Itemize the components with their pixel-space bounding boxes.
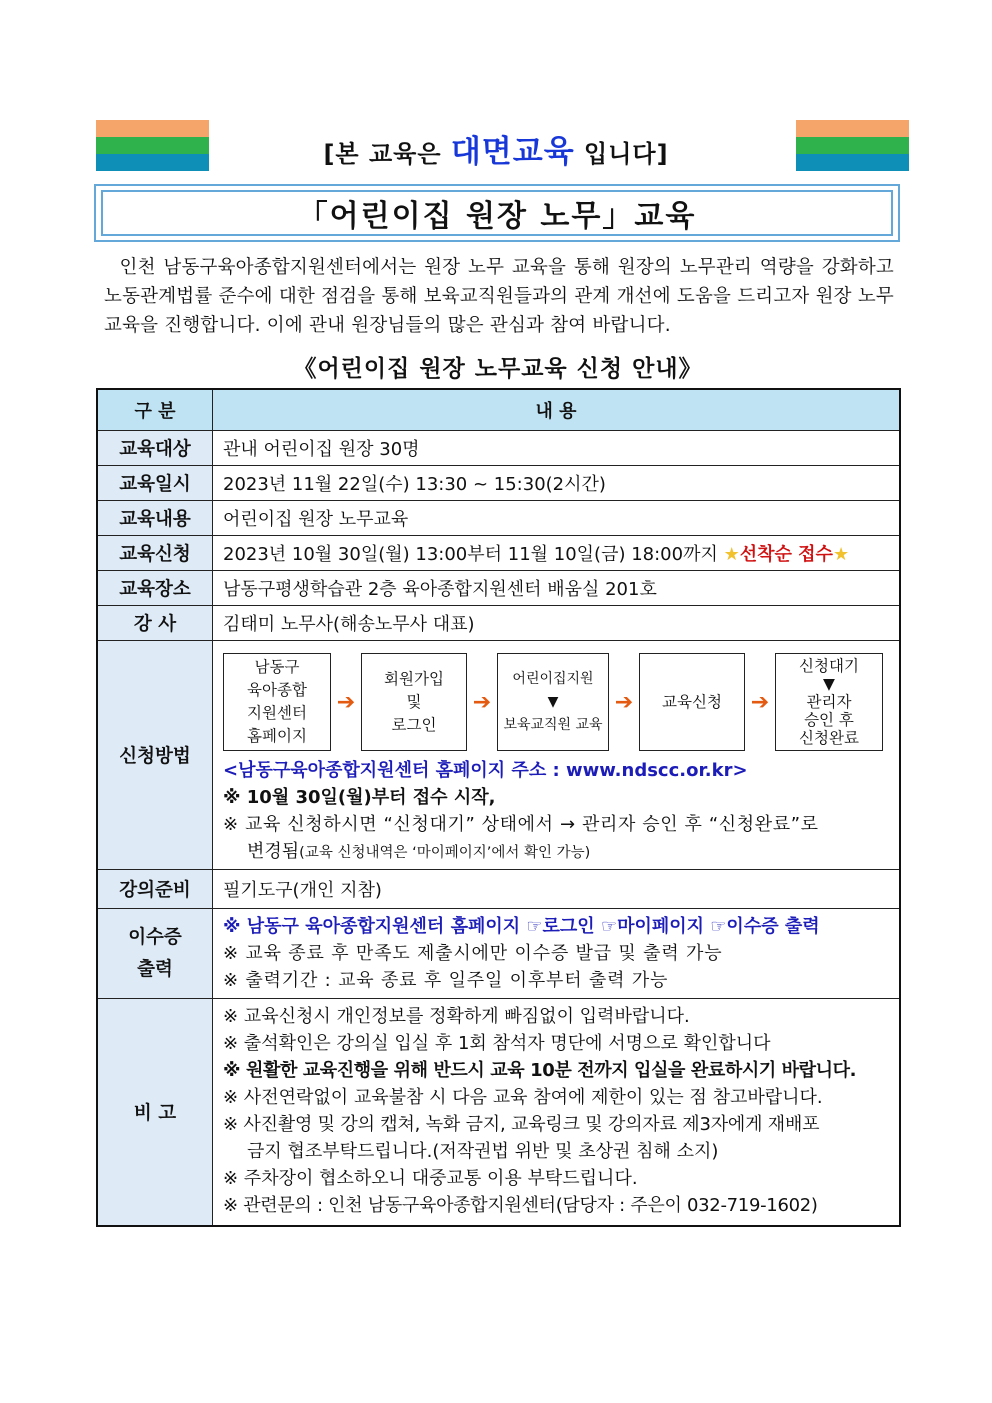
flow-step-approval: 신청대기 ▼ 관리자 승인 후 신청완료 xyxy=(775,653,883,751)
table-header-row xyxy=(97,389,900,431)
row-value: 어린이집 원장 노무교육 xyxy=(213,501,901,536)
table-row xyxy=(97,641,900,870)
cert-line-3: ※ 출력기간 : 교육 종료 후 일주일 이후부터 출력 가능 xyxy=(223,970,669,991)
arrow-right-icon: ➔ xyxy=(750,689,770,715)
star-icon: ★ xyxy=(832,544,850,565)
intro-text: 인천 남동구육아종합지원센터에서는 원장 노무 교육을 통해 원장의 노무관리 역량을 강화하고 노동관계법률 준수에 대한 점검을 통해 보육교직원들과의 관계 개선에 도움을 드리고자 원장 노무 교육을 진행합니다. 이에 관내 원장님들의 많은 관심과 참여 바랍니다. xyxy=(104,257,894,336)
method-note-3: 변경됨(교육 신청내역은 ‘마이페이지’에서 확인 가능) xyxy=(247,841,591,862)
header-value: 내 용 xyxy=(213,389,901,431)
row-value: 필기도구(개인 지참) xyxy=(213,870,901,909)
table-row xyxy=(97,466,900,501)
row-key: 교육내용 xyxy=(97,501,213,536)
table-row xyxy=(97,999,900,1227)
row-key: 교육대상 xyxy=(97,431,213,466)
note-line: ※ 교육신청시 개인정보를 정확하게 빠짐없이 입력바랍니다. xyxy=(223,1006,690,1027)
note-line: ※ 원활한 교육진행을 위해 반드시 교육 10분 전까지 입실을 완료하시기 바랍니다. xyxy=(223,1060,857,1081)
notice-post: 입니다] xyxy=(574,140,669,168)
row-key: 비 고 xyxy=(97,999,213,1227)
header-key: 구 분 xyxy=(97,389,213,431)
in-person-notice xyxy=(260,126,732,171)
application-flow xyxy=(223,653,891,751)
table-row xyxy=(97,431,900,466)
note-line: 금지 협조부탁드립니다.(저작권법 위반 및 초상권 침해 소지) xyxy=(247,1141,719,1162)
row-value xyxy=(213,999,901,1227)
cert-line-1: ※ 남동구 육아종합지원센터 홈페이지 ☞로그인 ☞마이페이지 ☞이수증 출력 xyxy=(223,916,820,937)
row-value: 남동구평생학습관 2층 육아종합지원센터 배움실 201호 xyxy=(213,571,901,606)
method-note-1: ※ 10월 30일(월)부터 접수 시작, xyxy=(223,787,496,808)
row-key: 교육신청 xyxy=(97,536,213,571)
decor-stripe-right xyxy=(796,120,909,171)
page-title: 「어린이집 원장 노무」교육 xyxy=(297,199,697,234)
row-value: 관내 어린이집 원장 30명 xyxy=(213,431,901,466)
section-title: 《어린이집 원장 노무교육 신청 안내》 xyxy=(293,356,703,382)
star-icon: ★ xyxy=(723,544,740,565)
row-value: 김태미 노무사(해송노무사 대표) xyxy=(213,606,901,641)
note-line: ※ 관련문의 : 인천 남동구육아종합지원센터(담당자 : 주은이 032-719-1602) xyxy=(223,1195,818,1216)
row-value xyxy=(213,536,901,571)
info-table xyxy=(96,388,901,1227)
decor-stripe-left xyxy=(96,120,209,171)
row-key: 이수증 출력 xyxy=(97,909,213,999)
table-row xyxy=(97,501,900,536)
row-key: 강의준비 xyxy=(97,870,213,909)
table-row xyxy=(97,571,900,606)
first-come-label: 선착순 접수 xyxy=(739,544,833,565)
row-key: 교육일시 xyxy=(97,466,213,501)
cert-line-2: ※ 교육 종료 후 만족도 제출시에만 이수증 발급 및 출력 가능 xyxy=(223,943,723,964)
title-box xyxy=(94,184,900,242)
note-line: ※ 주차장이 협소하오니 대중교통 이용 부탁드립니다. xyxy=(223,1168,638,1189)
row-key: 강 사 xyxy=(97,606,213,641)
row-key: 신청방법 xyxy=(97,641,213,870)
row-value xyxy=(213,909,901,999)
table-row xyxy=(97,909,900,999)
note-line: ※ 사전연락없이 교육불참 시 다음 교육 참여에 제한이 있는 점 참고바랍니다. xyxy=(223,1087,823,1108)
table-row xyxy=(97,606,900,641)
flow-step-apply: 교육신청 xyxy=(639,653,745,751)
arrow-right-icon: ➔ xyxy=(336,689,356,715)
flow-step-signup: 회원가입 및 로그인 xyxy=(361,653,467,751)
homepage-url: <남동구육아종합지원센터 홈페이지 주소 : www.ndscc.or.kr> xyxy=(223,760,748,781)
notice-emphasis: 대면교육 xyxy=(450,134,575,170)
method-note-2: ※ 교육 신청하시면 “신청대기” 상태에서 → 관리자 승인 후 “신청완료”로 xyxy=(223,814,819,835)
row-value xyxy=(213,641,901,870)
notice-pre: [본 교육은 xyxy=(323,140,451,168)
apply-period: 2023년 10월 30일(월) 13:00부터 11월 10일(금) 18:00까지 xyxy=(223,544,724,565)
table-row xyxy=(97,870,900,909)
flow-step-homepage: 남동구 육아종합 지원센터 홈페이지 xyxy=(223,653,331,751)
row-key: 교육장소 xyxy=(97,571,213,606)
arrow-right-icon: ➔ xyxy=(472,689,492,715)
arrow-right-icon: ➔ xyxy=(614,689,634,715)
flow-step-support: 어린이집지원 ▼ 보육교직원 교육 xyxy=(497,653,609,751)
intro-paragraph xyxy=(104,253,894,340)
note-line: ※ 출석확인은 강의실 입실 후 1회 참석자 명단에 서명으로 확인합니다 xyxy=(223,1033,771,1054)
table-row xyxy=(97,536,900,571)
note-line: ※ 사진촬영 및 강의 캡쳐, 녹화 금지, 교육링크 및 강의자료 제3자에게 재배포 xyxy=(223,1114,820,1135)
row-value: 2023년 11월 22일(수) 13:30 ~ 15:30(2시간) xyxy=(213,466,901,501)
